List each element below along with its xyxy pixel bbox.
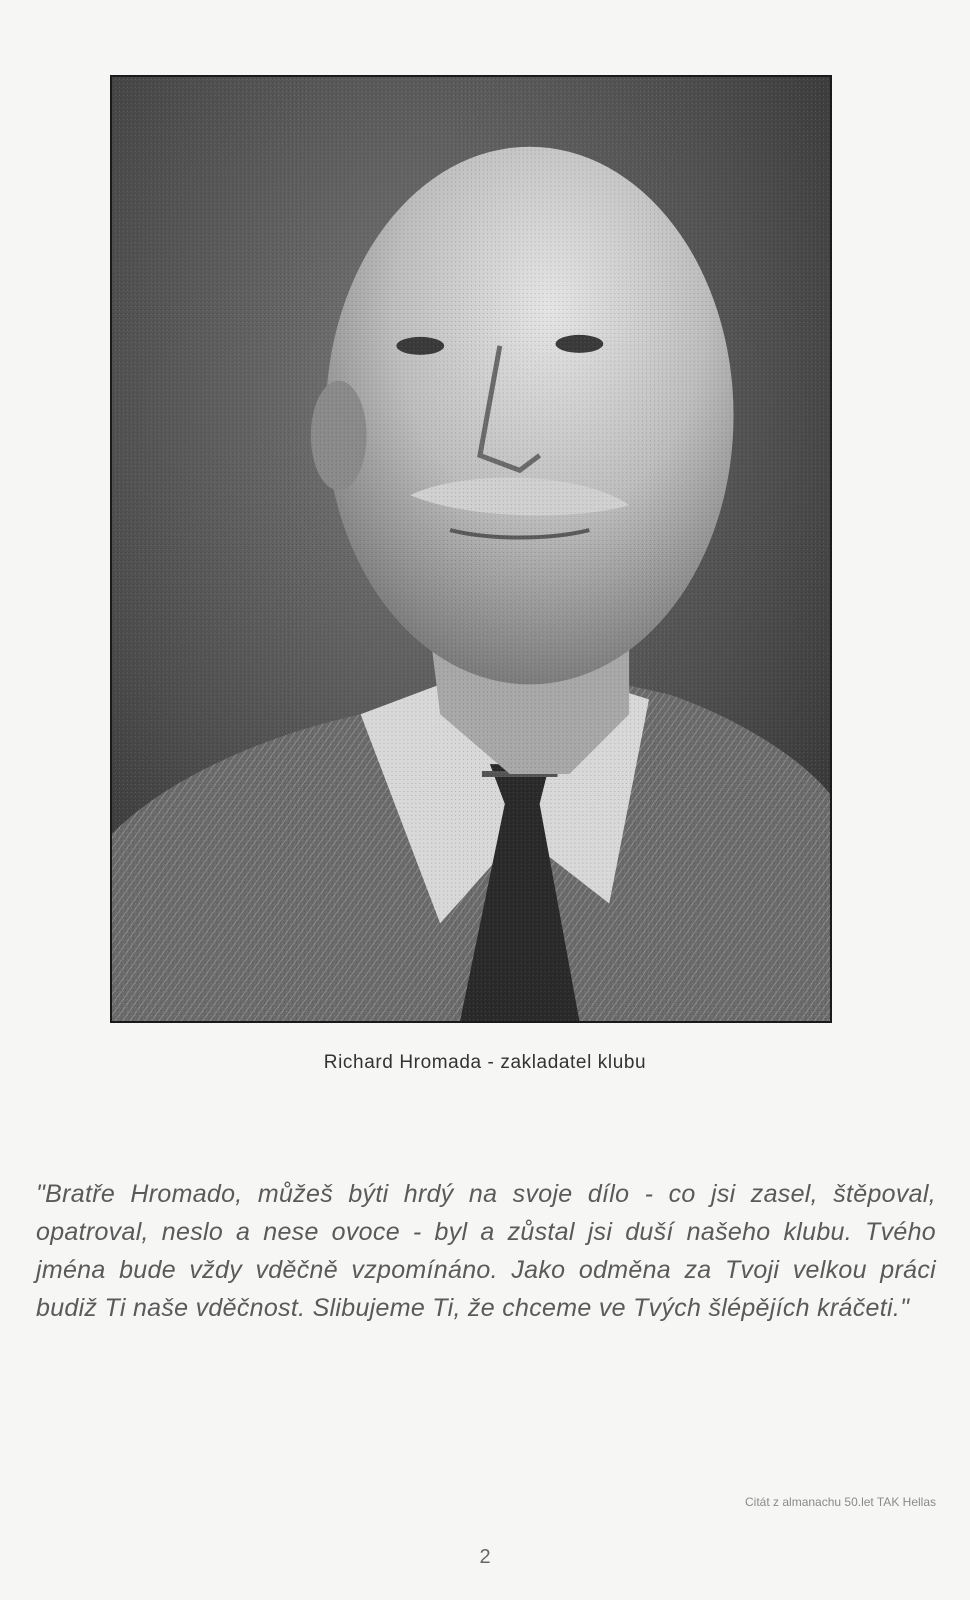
portrait-photo (110, 75, 832, 1023)
quote-text: "Bratře Hromado, můžeš býti hrdý na svoje dílo - co jsi zasel, štěpoval, opatroval, neslo a nese ovoce - byl a zůstal jsi duší našeho klubu. Tvého jména bude vždy vděčně vzpomínáno. Jako odměna za Tvoji velkou práci budiž Ti naše vděčnost. Slibujeme Ti, že chceme ve Tvých šlépějích kráčeti." (36, 1180, 936, 1322)
quote-source: Citát z almanachu 50.let TAK Hellas (745, 1495, 936, 1509)
portrait-illustration (112, 77, 830, 1021)
page-number: 2 (479, 1546, 491, 1568)
photo-caption: Richard Hromada - zakladatel klubu (323, 1052, 647, 1073)
